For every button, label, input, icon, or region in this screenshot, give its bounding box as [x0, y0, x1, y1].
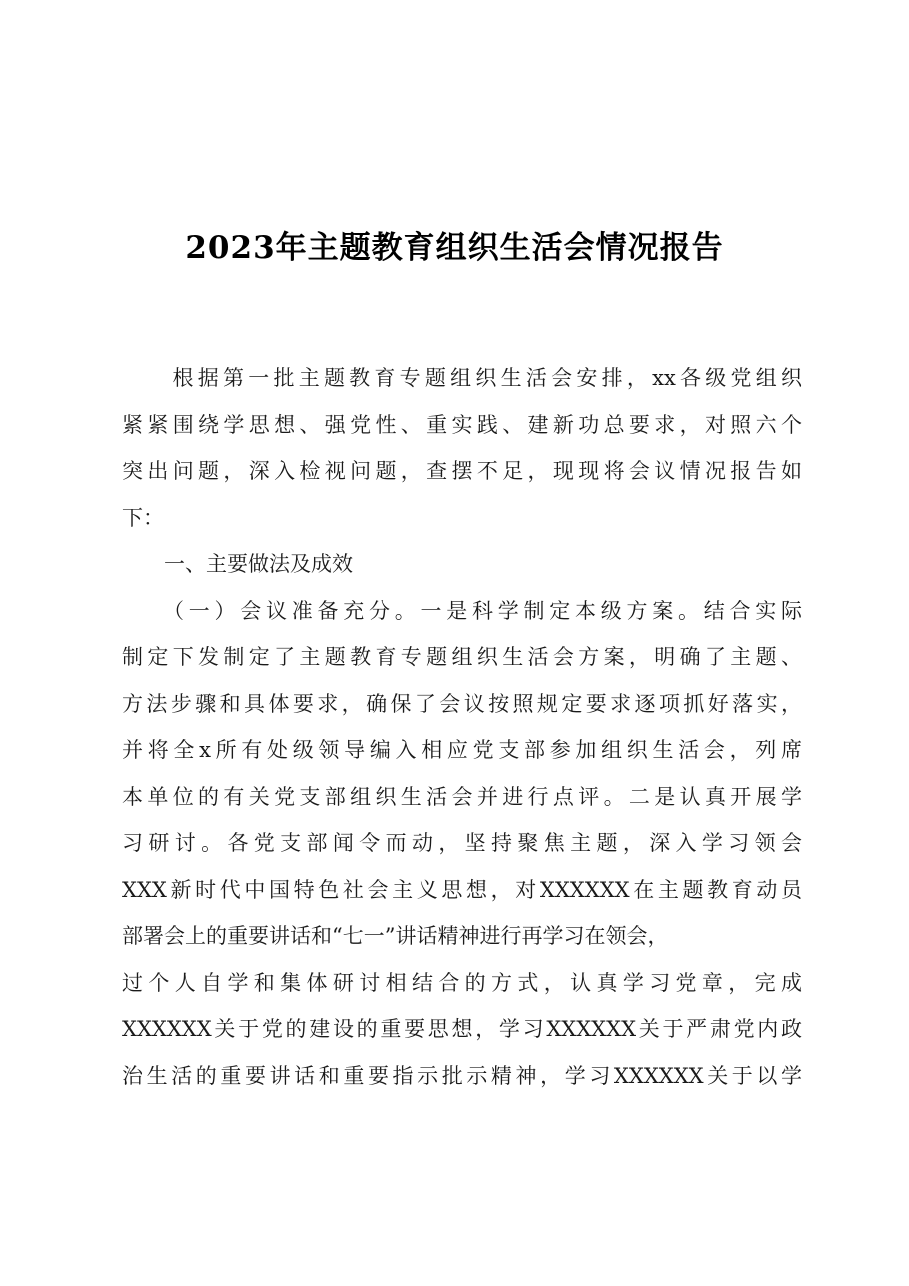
- body-line: 突出问题，深入检视问题，查摆不足，现现将会议情况报告如: [122, 459, 802, 483]
- body-line: 制定下发制定了主题教育专题组织生活会方案，明确了主题、: [122, 645, 802, 669]
- body-line: 根据第一批主题教育专题组织生活会安排，xx各级党组织: [122, 366, 802, 390]
- body-line: 紧紧围绕学思想、强党性、重实践、建新功总要求，对照六个: [122, 412, 802, 437]
- body-line: 本单位的有关党支部组织生活会并进行点评。二是认真开展学: [122, 784, 802, 809]
- body-line: 过个人自学和集体研讨相结合的方式，认真学习党章，完成: [122, 970, 802, 995]
- body-line: 治生活的重要讲话和重要指示批示精神，学习XXXXXX关于以学: [122, 1063, 802, 1088]
- body-line: XXX新时代中国特色社会主义思想，对XXXXXX在主题教育动员: [122, 877, 802, 902]
- body-line: （一）会议准备充分。一是科学制定本级方案。结合实际: [122, 598, 802, 623]
- body-line: 下：: [122, 505, 164, 530]
- body-line: XXXXXX关于党的建设的重要思想，学习XXXXXX关于严肃党内政: [122, 1017, 802, 1041]
- section-heading: 一、主要做法及成效: [122, 552, 353, 576]
- body-line: 并将全x所有处级领导编入相应党支部参加组织生活会，列席: [122, 738, 802, 762]
- document-title: 2023年主题教育组织生活会情况报告: [185, 230, 724, 266]
- body-line: 部署会上的重要讲话和“七一”讲话精神进行再学习在领会，: [122, 924, 669, 948]
- body-line: 习研讨。各党支部闻令而动，坚持聚焦主题，深入学习领会: [122, 831, 802, 855]
- document-body: [122, 355, 802, 1099]
- body-line: 方法步骤和具体要求，确保了会议按照规定要求逐项抓好落实，: [122, 691, 802, 716]
